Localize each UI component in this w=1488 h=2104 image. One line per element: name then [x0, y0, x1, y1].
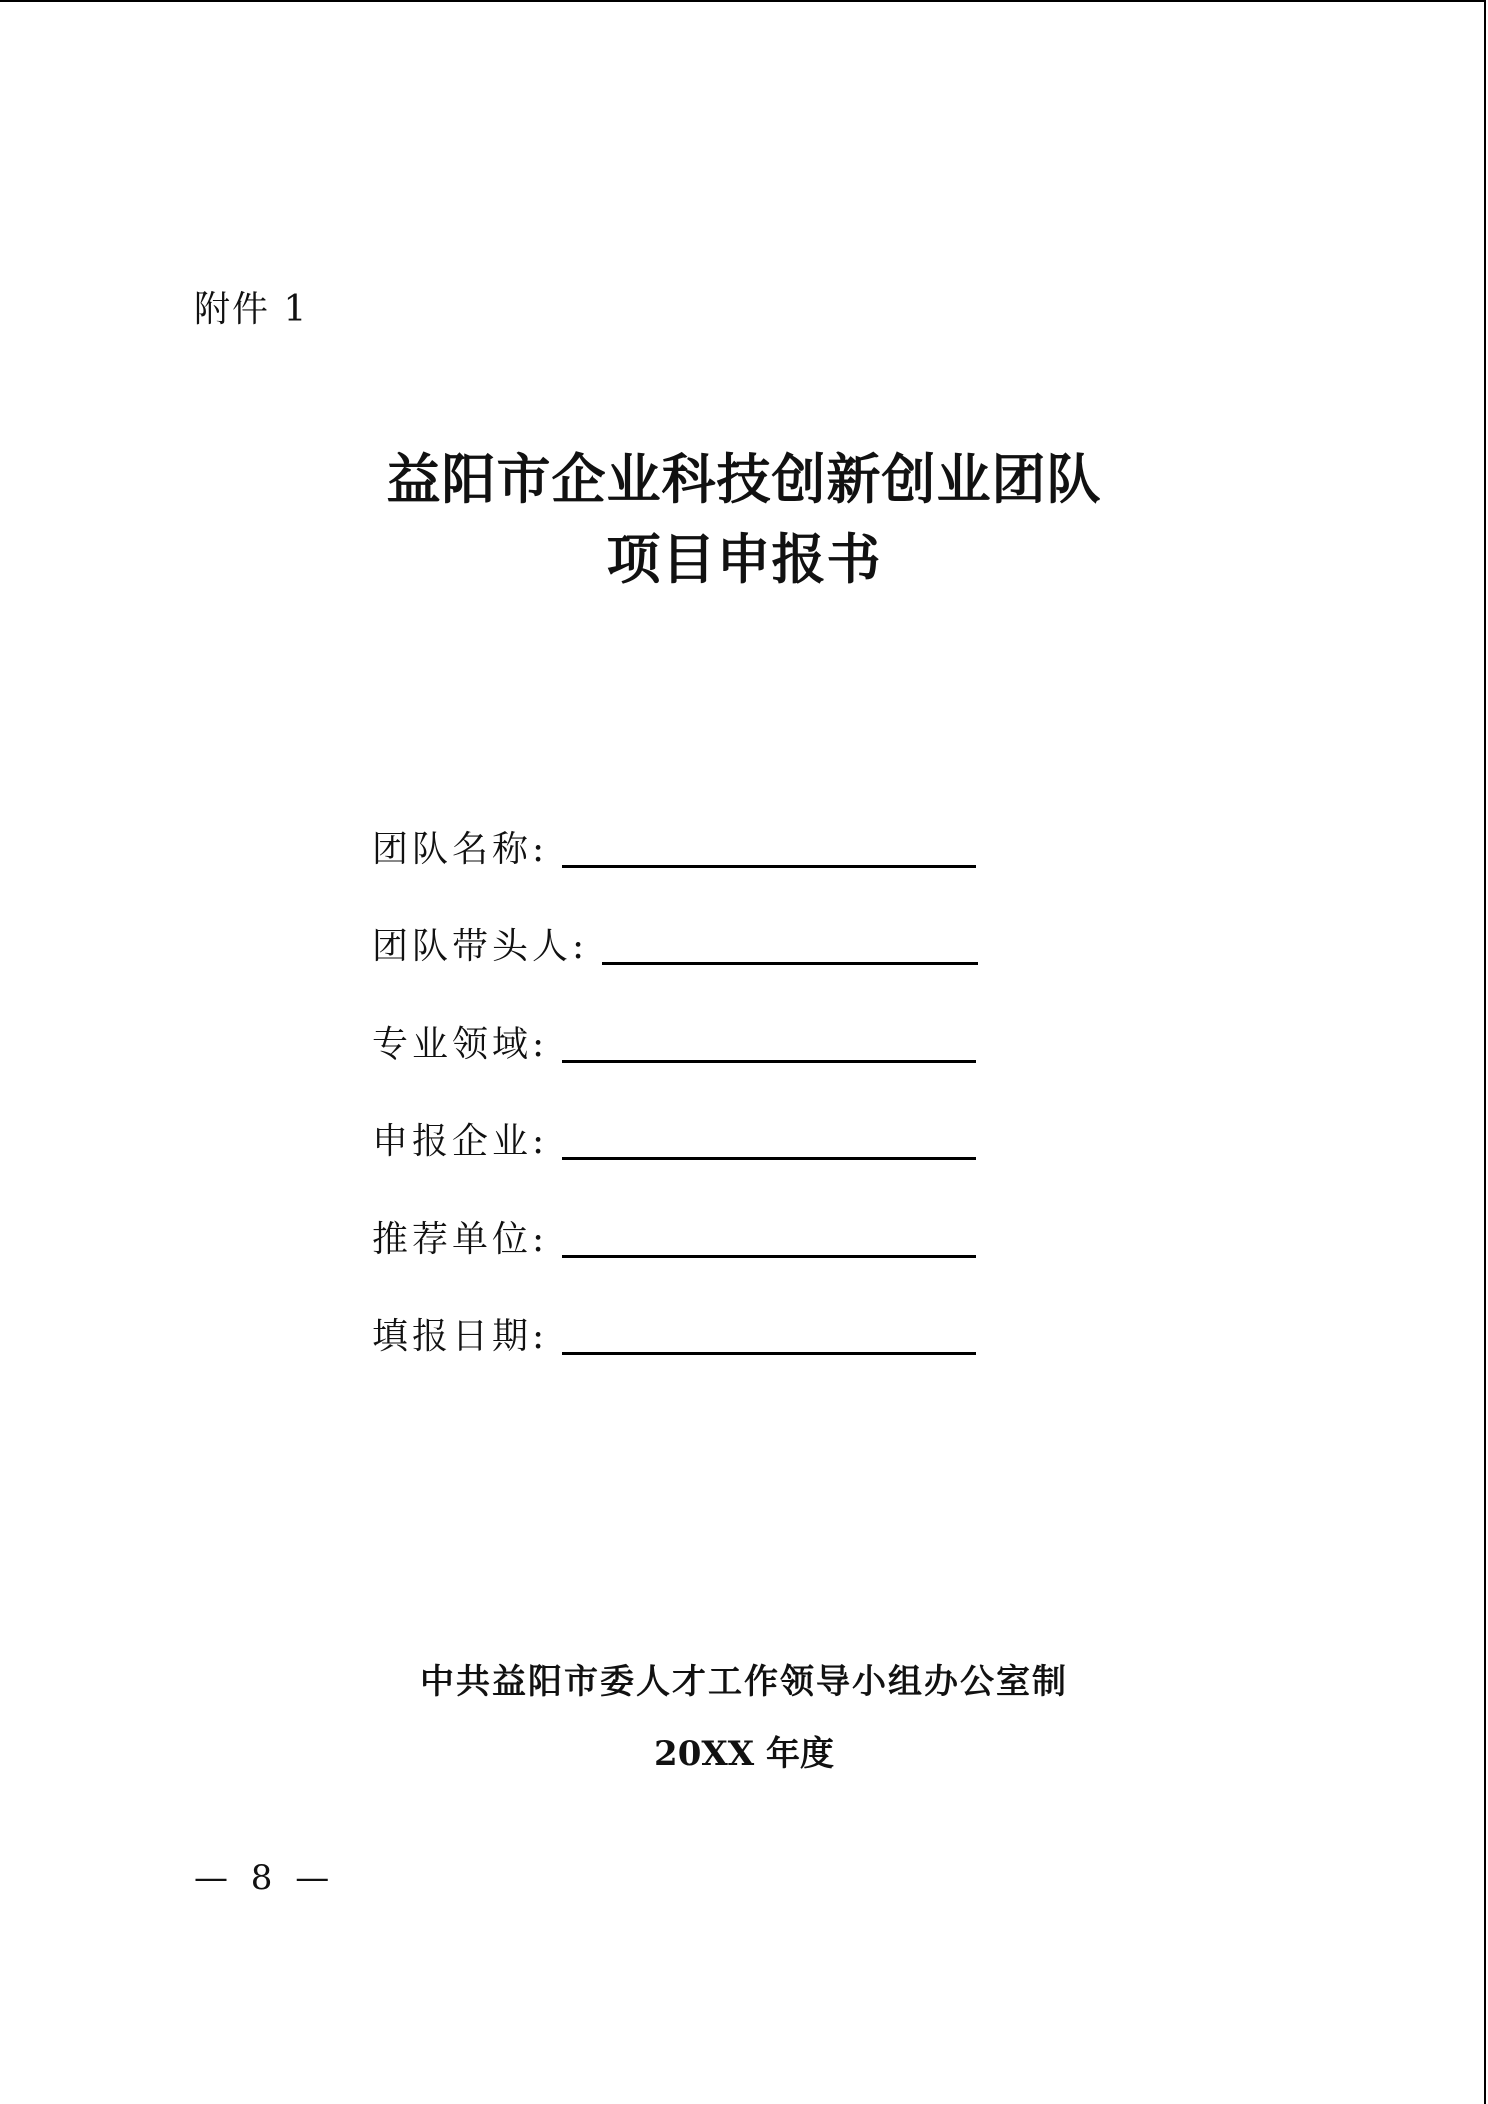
team-leader-label: 团队带头人: — [372, 926, 589, 967]
fill-date-label: 填报日期: — [372, 1316, 549, 1357]
form-row-team-leader — [372, 911, 978, 971]
form-row-team-name — [372, 814, 976, 874]
form-row-professional-field — [372, 1009, 976, 1069]
team-name-label: 团队名称: — [372, 829, 549, 870]
form-row-applying-enterprise — [372, 1106, 976, 1166]
applying-enterprise-field[interactable] — [562, 1155, 976, 1160]
issuer-text: 中共益阳市委人才工作领导小组办公室制 — [420, 1662, 1068, 1702]
professional-field-field[interactable] — [562, 1058, 976, 1063]
applying-enterprise-label: 申报企业: — [372, 1121, 549, 1162]
year-text: 20XX 年度 — [654, 1734, 834, 1774]
form-row-fill-date — [372, 1301, 976, 1361]
recommending-unit-label: 推荐单位: — [372, 1219, 549, 1260]
page-number: — 8 — — [194, 1858, 336, 1898]
fill-date-field[interactable] — [562, 1350, 976, 1355]
team-leader-field[interactable] — [602, 960, 978, 965]
form-row-recommending-unit — [372, 1204, 976, 1264]
team-name-field[interactable] — [562, 863, 976, 868]
document-title-line1: 益阳市企业科技创新创业团队 — [386, 447, 1102, 511]
attachment-label: 附件 1 — [194, 289, 309, 330]
recommending-unit-field[interactable] — [562, 1253, 976, 1258]
professional-field-label: 专业领域: — [372, 1024, 549, 1065]
document-title-line2: 项目申报书 — [606, 527, 882, 591]
